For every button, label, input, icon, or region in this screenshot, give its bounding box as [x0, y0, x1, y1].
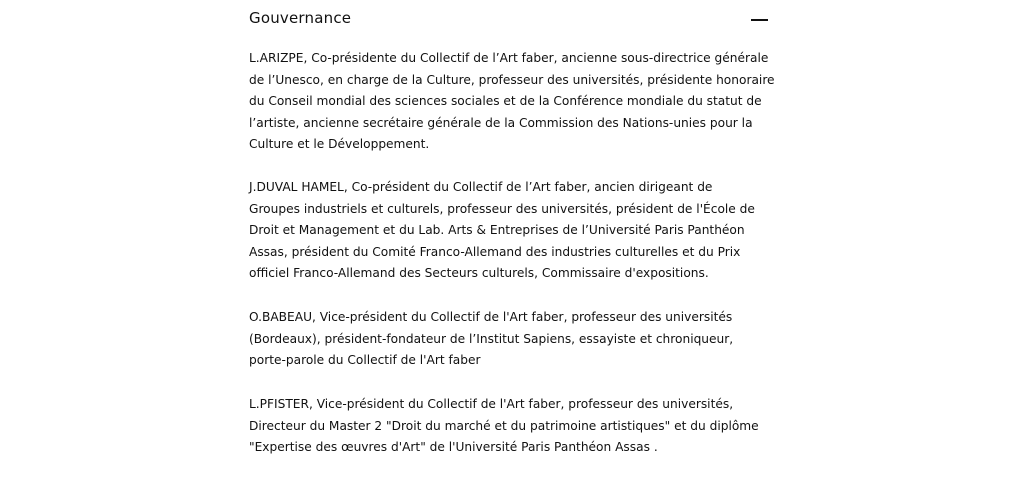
text-line: Assas, président du Comité Franco-Allemand des industries culturelles et du Prix: [249, 244, 741, 259]
text-line: J.DUVAL HAMEL, Co-président du Collectif de l’Art faber, ancien dirigeant de: [249, 180, 713, 194]
text-line: (Bordeaux), président-fondateur de l’Institut Sapiens, essayiste et chroniqueur,: [249, 331, 734, 346]
text-line: porte-parole du Collectif de l'Art faber: [249, 353, 481, 368]
member-pfister: [249, 394, 769, 459]
text-line: L.PFISTER, Vice-président du Collectif de l'Art faber, professeur des universités,: [249, 397, 734, 411]
text-line: Directeur du Master 2 "Droit du marché et du patrimoine artistiques" et du diplôme: [249, 418, 759, 433]
minus-icon[interactable]: [751, 10, 769, 28]
governance-section: [249, 0, 775, 455]
member-arizpe: [249, 48, 775, 156]
text-line: officiel Franco-Allemand des Secteurs culturels, Commissaire d'expositions.: [249, 266, 709, 281]
text-line: l’artiste, ancienne secrétaire générale de la Commission des Nations-unies pour la: [249, 115, 753, 130]
text-line: de l’Unesco, en charge de la Culture, professeur des universités, présidente honoraire: [249, 72, 775, 87]
text-line: Groupes industriels et culturels, professeur des universités, président de l'École de: [249, 201, 755, 216]
text-line: "Expertise des œuvres d'Art" de l'Université Paris Panthéon Assas .: [249, 440, 658, 455]
minus-icon-bar: [751, 19, 768, 21]
text-line: O.BABEAU, Vice-président du Collectif de l'Art faber, professeur des universités: [249, 310, 733, 324]
member-duval-hamel: [249, 177, 769, 285]
text-line: Culture et le Développement.: [249, 137, 430, 152]
section-header[interactable]: [249, 0, 769, 38]
text-line: du Conseil mondial des sciences sociales et de la Conférence mondiale du statut de: [249, 94, 762, 109]
member-babeau: [249, 307, 769, 372]
section-title: Gouvernance: [249, 9, 352, 27]
text-line: Droit et Management et du Lab. Arts & Entreprises de l’Université Paris Panthéon: [249, 223, 745, 238]
text-line: L.ARIZPE, Co-présidente du Collectif de l’Art faber, ancienne sous-directrice générale: [249, 51, 769, 65]
